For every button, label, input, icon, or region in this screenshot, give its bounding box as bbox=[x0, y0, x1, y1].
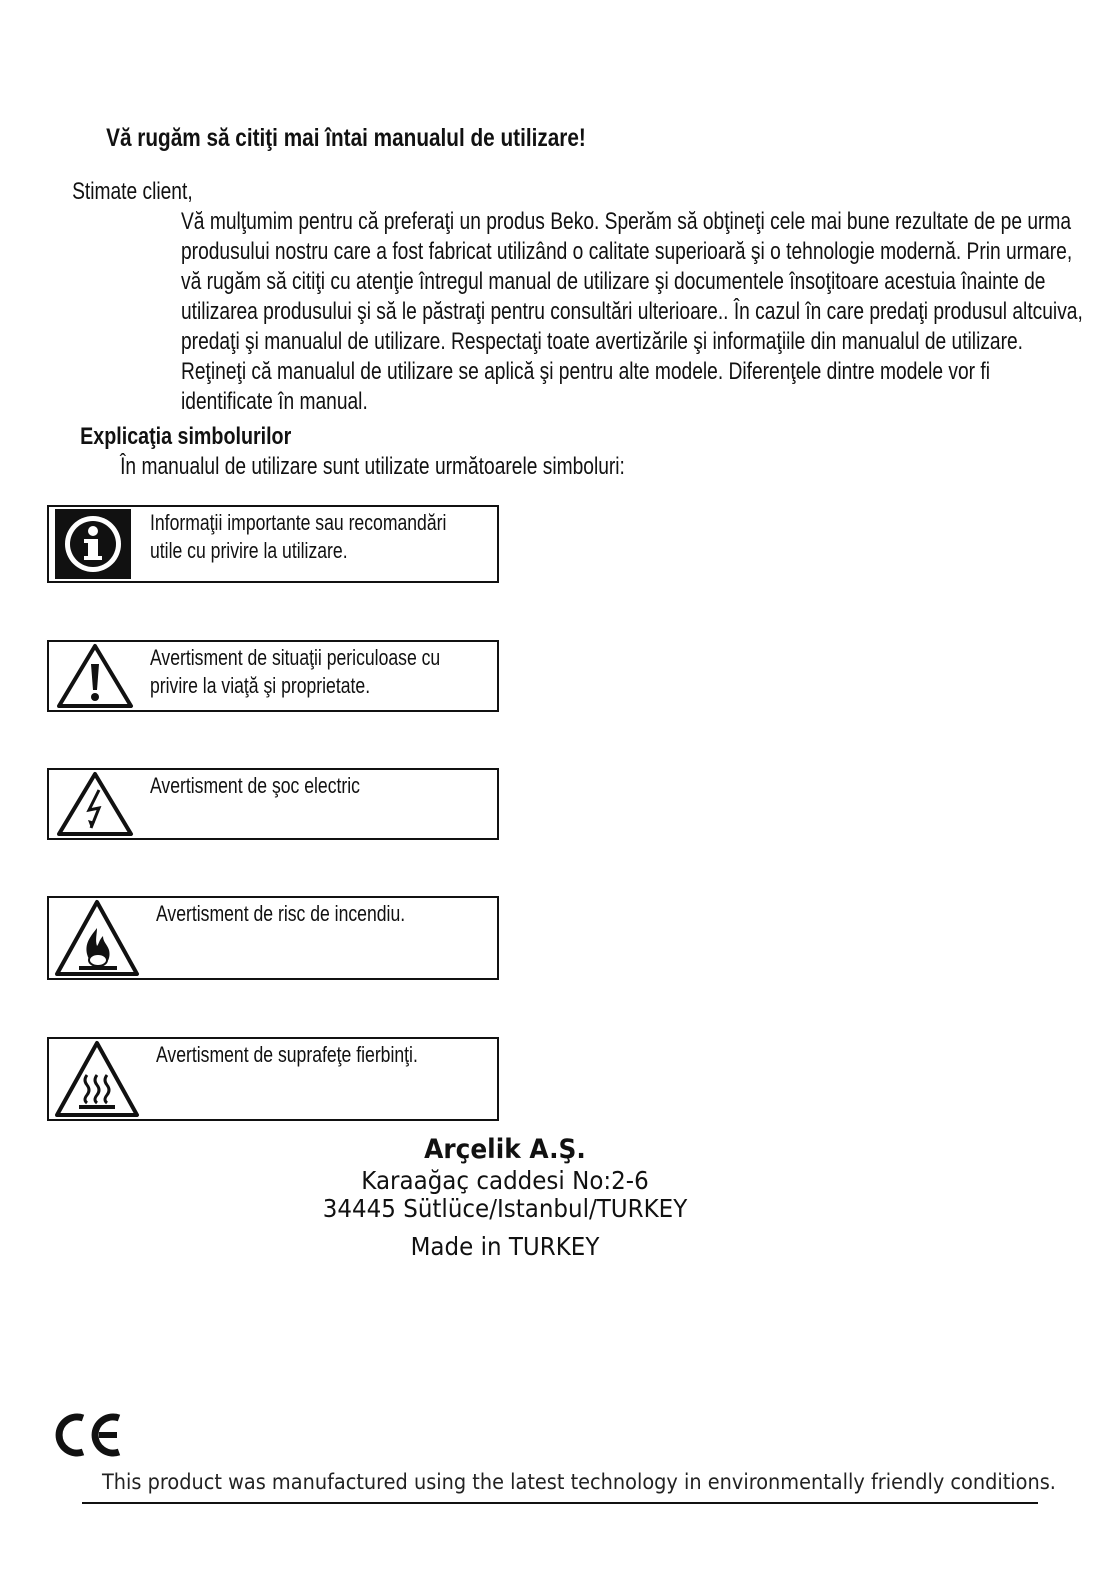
made-in-label: Made in TURKEY bbox=[410, 1232, 600, 1261]
symbol-box-danger bbox=[47, 640, 499, 712]
symbol-text-line: privire la viaţă şi proprietate. bbox=[150, 673, 371, 698]
intro-line: utilizarea produsului şi să le păstraţi pentru consultări ulterioare.. În cazul în care predaţi produsul altcuiva, bbox=[181, 298, 1083, 325]
symbol-box-hot-surface bbox=[47, 1037, 499, 1121]
symbol-text-hot-surface bbox=[156, 1041, 418, 1069]
symbol-box-electric-shock bbox=[47, 768, 499, 840]
intro-line: produsului nostru care a fost fabricat utilizând o calitate superioară şi o tehnologie modernă. Prin urmare, bbox=[181, 238, 1073, 265]
intro-paragraph bbox=[181, 207, 1106, 417]
intro-line: identificate în manual. bbox=[181, 388, 368, 415]
symbol-text-line: Avertisment de suprafeţe fierbinţi. bbox=[156, 1042, 418, 1067]
ce-mark-icon bbox=[55, 1412, 125, 1463]
company-street: Karaağaç caddesi No:2-6 bbox=[361, 1166, 649, 1195]
intro-line: predaţi şi manualul de utilizare. Respectaţi toate avertizările şi informaţiile din manualul de utilizare. bbox=[181, 328, 1024, 355]
electric-shock-icon bbox=[49, 770, 135, 838]
symbols-intro: În manualul de utilizare sunt utilizate următoarele simboluri: bbox=[120, 453, 625, 480]
page-title: Vă rugăm să citiţi mai întai manualul de utilizare! bbox=[106, 124, 586, 152]
greeting: Stimate client, bbox=[72, 178, 193, 205]
warning-exclamation-icon bbox=[49, 642, 135, 710]
symbol-text-line: utile cu privire la utilizare. bbox=[150, 538, 348, 563]
intro-line: vă rugăm să citiţi cu atenţie întregul manual de utilizare şi documentele însoţitoare acestuia înainte de bbox=[181, 268, 1046, 295]
symbol-text-line: Avertisment de şoc electric bbox=[150, 773, 360, 798]
symbol-text-fire bbox=[156, 900, 405, 928]
fire-hazard-icon bbox=[49, 898, 135, 978]
symbol-box-info bbox=[47, 505, 499, 583]
symbol-box-fire bbox=[47, 896, 499, 980]
intro-line: Reţineţi că manualul de utilizare se aplică şi pentru alte modele. Diferenţele dintre modele vor fi bbox=[181, 358, 990, 385]
symbol-text-line: Avertisment de situaţii periculoase cu bbox=[150, 645, 441, 670]
footer-note: This product was manufactured using the latest technology in environmentally friendly conditions. bbox=[102, 1470, 1056, 1494]
info-icon bbox=[49, 507, 135, 581]
company-address bbox=[0, 1133, 1010, 1261]
symbols-heading: Explicaţia simbolurilor bbox=[80, 423, 292, 450]
footer-divider bbox=[82, 1502, 1038, 1504]
symbol-text-danger bbox=[150, 644, 440, 700]
symbol-text-line: Avertisment de risc de incendiu. bbox=[156, 901, 406, 926]
company-name: Arçelik A.Ş. bbox=[424, 1134, 586, 1165]
symbol-text-line: Informaţii importante sau recomandări bbox=[150, 510, 447, 535]
symbol-text-shock bbox=[150, 772, 360, 800]
symbol-text-info bbox=[150, 509, 446, 565]
intro-line: Vă mulţumim pentru că preferaţi un produs Beko. Sperăm să obţineţi cele mai bune rezultate de pe urma bbox=[181, 208, 1072, 235]
company-city: 34445 Sütlüce/Istanbul/TURKEY bbox=[322, 1194, 688, 1223]
hot-surface-icon bbox=[49, 1039, 135, 1119]
